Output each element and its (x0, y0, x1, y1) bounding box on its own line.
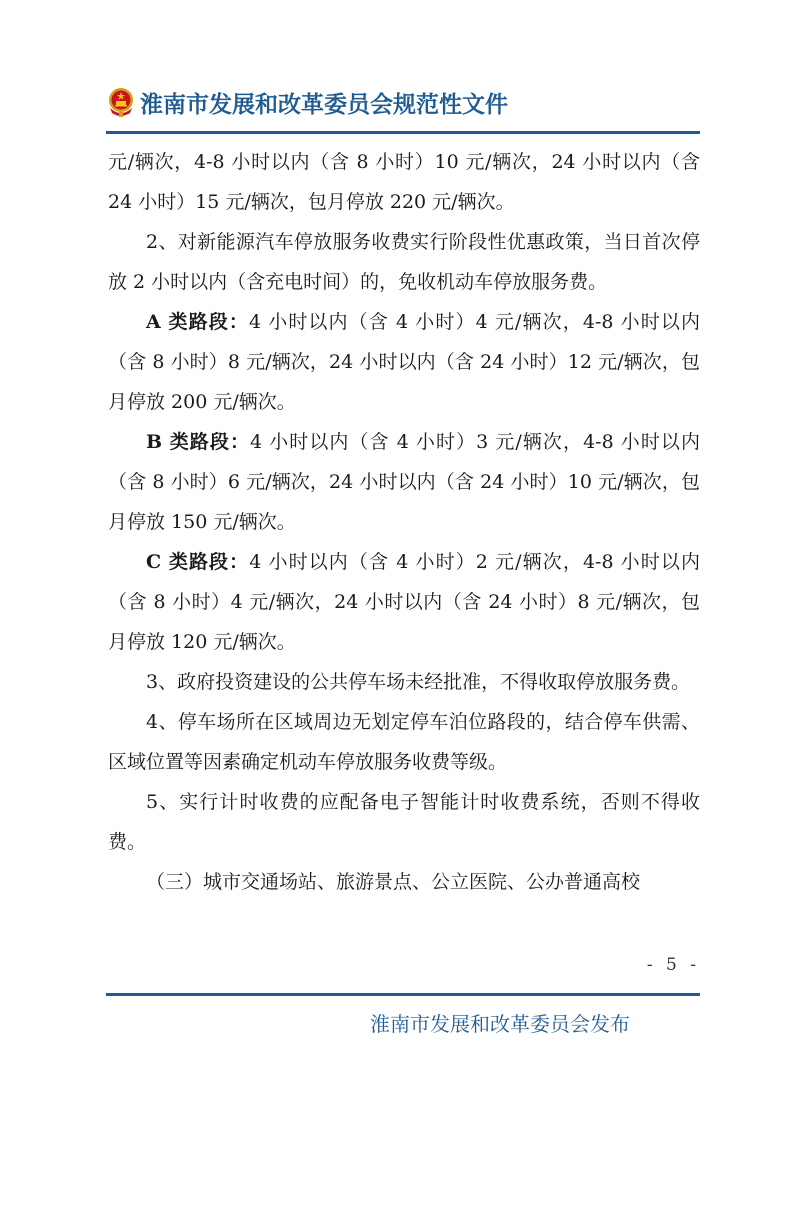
paragraph-text: 4 小时以内（含 4 小时）2 元/辆次，4-8 小时以内（含 8 小时）4 元/辆次，24 小时以内（含 24 小时）8 元/辆次，包月停放 120 元/辆次。 (108, 551, 700, 653)
paragraph-text: 4 小时以内（含 4 小时）4 元/辆次，4-8 小时以内（含 8 小时）8 元/辆次，24 小时以内（含 24 小时）12 元/辆次，包月停放 200 元/辆次。 (108, 311, 700, 413)
paragraph (108, 222, 700, 302)
paragraph-text: 2、对新能源汽车停放服务收费实行阶段性优惠政策，当日首次停放 2 小时以内（含充电时间）的，免收机动车停放服务费。 (108, 231, 700, 293)
footer-publisher: 淮南市发展和改革委员会发布 (370, 1012, 630, 1036)
paragraph-text: 元/辆次，4-8 小时以内（含 8 小时）10 元/辆次，24 小时以内（含 24 小时）15 元/辆次，包月停放 220 元/辆次。 (108, 151, 700, 213)
document-header (106, 84, 508, 120)
header-divider (106, 131, 700, 134)
paragraph-text: 4 小时以内（含 4 小时）3 元/辆次，4-8 小时以内（含 8 小时）6 元/辆次，24 小时以内（含 24 小时）10 元/辆次，包月停放 150 元/辆次。 (108, 431, 700, 533)
paragraph-text: 3、政府投资建设的公共停车场未经批准，不得收取停放服务费。 (146, 671, 691, 693)
paragraph (108, 702, 700, 782)
paragraph (108, 662, 700, 702)
paragraph-label: C 类路段： (146, 551, 250, 573)
header-title: 淮南市发展和改革委员会规范性文件 (140, 91, 508, 118)
section-heading (108, 862, 700, 902)
paragraph-text: 4、停车场所在区域周边无划定停车泊位路段的，结合停车供需、区域位置等因素确定机动车停放服务收费等级。 (108, 711, 700, 773)
page-number: - 5 - (646, 955, 700, 975)
paragraph-road-class-b (108, 422, 700, 542)
paragraph-label: B 类路段： (146, 431, 251, 453)
paragraph-road-class-a (108, 302, 700, 422)
paragraph-text: 5、实行计时收费的应配备电子智能计时收费系统，否则不得收费。 (108, 791, 700, 853)
paragraph-text: （三）城市交通场站、旅游景点、公立医院、公办普通高校 (146, 871, 641, 893)
paragraph-road-class-c (108, 542, 700, 662)
paragraph (108, 142, 700, 222)
footer-divider (106, 993, 700, 996)
document-body (108, 142, 700, 902)
paragraph-label: A 类路段： (146, 311, 249, 333)
national-emblem-icon (106, 86, 136, 118)
paragraph (108, 782, 700, 862)
